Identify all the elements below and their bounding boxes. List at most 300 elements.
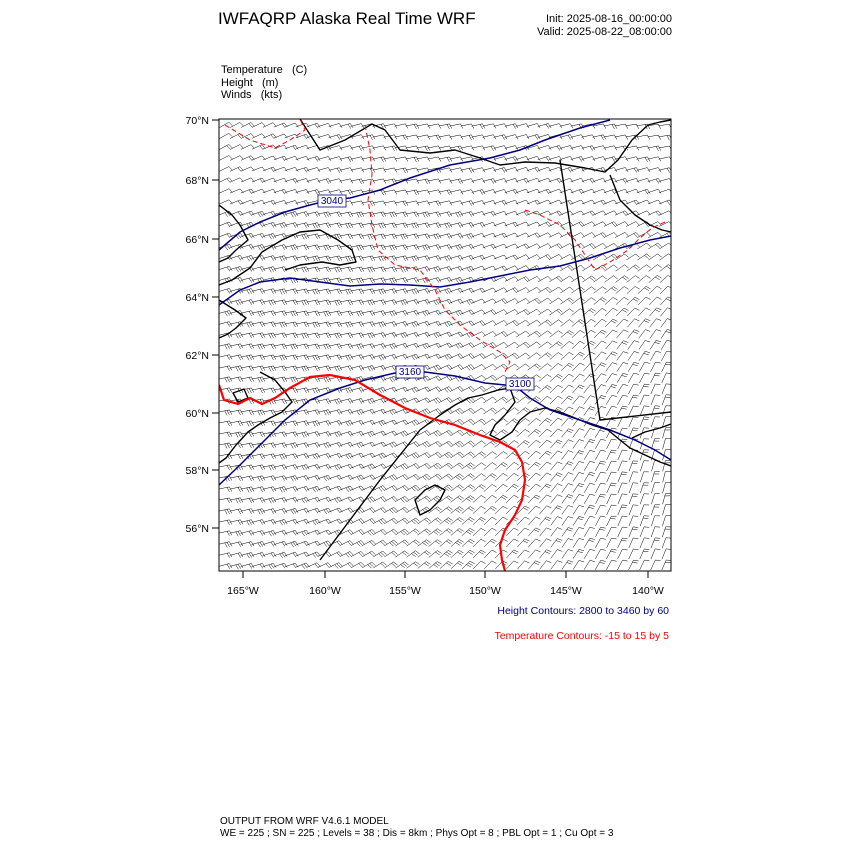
wind-barb — [584, 385, 596, 394]
wind-barb — [428, 452, 441, 458]
wind-barb — [618, 461, 628, 471]
wind-barb — [573, 538, 584, 547]
wind-barb — [539, 396, 552, 403]
wind-barb — [604, 222, 618, 227]
wind-barb — [395, 234, 408, 240]
wind-barb — [549, 233, 563, 238]
wind-barb — [538, 255, 551, 260]
wind-barb — [439, 452, 452, 458]
init-time: Init: 2025-08-16_00:00:00 — [546, 13, 672, 25]
wind-barb — [285, 377, 298, 383]
wind-barb — [571, 265, 584, 271]
wind-barb — [318, 311, 331, 317]
wind-barb — [252, 167, 266, 171]
wind-barb — [263, 465, 276, 471]
wind-barb — [439, 441, 452, 447]
wind-barb — [651, 494, 659, 505]
wind-barb — [638, 286, 651, 293]
wind-barb — [616, 308, 628, 316]
wind-barb — [494, 364, 507, 370]
wind-barb — [461, 386, 474, 391]
height-contours — [219, 120, 671, 485]
wind-barb — [640, 560, 650, 570]
wind-barb — [428, 354, 441, 359]
wind-barb — [483, 310, 497, 315]
wind-barb — [560, 287, 573, 293]
wind-barb — [340, 420, 353, 426]
wind-barb — [606, 560, 617, 570]
wind-barb — [539, 484, 551, 492]
wind-barb — [561, 418, 573, 426]
wind-barb — [606, 363, 618, 372]
wind-barb — [572, 385, 584, 393]
wind-barb — [307, 552, 321, 558]
wind-barb — [450, 310, 463, 316]
wind-barb — [384, 551, 397, 557]
wind-barb — [219, 421, 232, 426]
wind-barb — [439, 332, 452, 337]
wind-barb — [417, 212, 430, 218]
wind-barb — [252, 344, 265, 350]
wind-barb — [351, 344, 364, 350]
wind-barb — [651, 527, 660, 537]
wind-barb — [640, 483, 649, 493]
wind-barb — [462, 550, 475, 558]
wind-barb — [572, 352, 584, 360]
wind-barb — [252, 311, 265, 317]
wind-barb — [629, 494, 638, 504]
wind-barb — [285, 145, 299, 150]
wind-barb — [594, 308, 607, 315]
wind-barb — [595, 527, 605, 537]
wind-barb — [540, 528, 552, 536]
wind-barb — [362, 267, 375, 273]
wind-barb — [649, 275, 662, 282]
wind-barb — [495, 495, 508, 502]
wind-barb — [528, 440, 541, 447]
wind-barb — [650, 319, 662, 328]
wind-barb — [285, 245, 298, 251]
wind-barb — [362, 300, 375, 306]
wind-barb — [428, 398, 442, 404]
wind-barb — [406, 223, 419, 229]
wind-barb — [540, 517, 552, 525]
wind-barb — [573, 461, 584, 470]
wind-barb — [527, 331, 540, 337]
wind-barb — [561, 331, 574, 338]
wind-barb — [562, 484, 573, 493]
wind-barb — [362, 464, 376, 470]
wind-barb — [351, 475, 365, 481]
wind-barb — [550, 385, 563, 393]
wind-barb — [472, 288, 485, 293]
wind-barb — [551, 484, 563, 493]
wind-barb — [428, 332, 442, 338]
wind-barb — [472, 332, 486, 337]
temperature-contour-legend: Temperature Contours: -15 to 15 by 5 — [494, 630, 669, 642]
wind-barb — [528, 462, 540, 470]
wind-barb — [340, 475, 354, 480]
wind-barb — [662, 362, 672, 372]
wind-barb — [584, 549, 595, 558]
wind-barb — [506, 473, 519, 480]
wind-barb — [539, 418, 552, 426]
wind-barb — [561, 320, 574, 327]
wind-barb — [652, 461, 660, 472]
wind-barb — [627, 319, 639, 327]
wind-barb — [595, 549, 606, 559]
wind-barb — [506, 528, 518, 536]
wind-barb — [307, 289, 320, 295]
wind-barb — [219, 156, 232, 161]
wind-barb — [329, 366, 342, 372]
wind-barb — [617, 341, 629, 350]
wind-barb — [662, 373, 672, 383]
wind-barb — [538, 244, 552, 249]
wind-barb — [362, 519, 375, 524]
wind-barb — [549, 276, 562, 282]
wind-barb — [362, 442, 376, 447]
wind-barb — [219, 144, 232, 149]
wind-barb — [483, 375, 496, 381]
wind-barb — [340, 223, 353, 229]
wind-barb — [351, 519, 365, 524]
wind-barb — [527, 298, 540, 303]
wind-barb — [252, 233, 266, 238]
wind-barb — [539, 506, 551, 514]
lat-tick-label: 56°N — [185, 523, 209, 535]
wind-barb — [649, 265, 662, 272]
wind-barb — [527, 222, 541, 226]
wind-barb — [417, 343, 431, 349]
wind-barb — [595, 560, 606, 570]
wind-barb — [461, 408, 474, 414]
lon-tick-label: 165°W — [227, 585, 259, 597]
wind-barb — [384, 409, 398, 415]
wind-barb — [617, 362, 628, 371]
wind-barb — [307, 256, 320, 262]
temperature-contour-solid — [219, 375, 525, 571]
wind-barb — [307, 156, 320, 161]
wind-barb — [451, 529, 464, 536]
wind-barb — [629, 461, 638, 471]
wind-barb — [373, 453, 387, 459]
wind-barb — [573, 451, 584, 460]
wind-barb — [538, 189, 552, 194]
wind-barb — [582, 222, 595, 227]
lon-tick-label: 145°W — [550, 585, 582, 597]
wind-barb — [219, 233, 232, 238]
wind-barb — [472, 354, 485, 359]
wind-barb — [617, 352, 628, 361]
wind-barb — [318, 475, 331, 481]
wind-barb — [219, 443, 232, 449]
wind-barb — [274, 355, 287, 361]
wind-barb — [571, 233, 584, 238]
wind-barb — [307, 519, 321, 525]
wind-barb — [384, 376, 397, 382]
wind-barb — [562, 495, 573, 504]
wind-barb — [616, 276, 629, 283]
wind-barb — [263, 123, 276, 128]
wind-barb — [351, 311, 364, 317]
wind-barb — [617, 395, 628, 405]
model-config: WE = 225 ; SN = 225 ; Levels = 38 ; Dis = 8km ; Phys Opt = 8 ; PBL Opt = 1 ; Cu Opt = 3 — [220, 827, 614, 839]
wind-barb — [505, 309, 518, 314]
wind-barb — [549, 146, 562, 151]
wind-barb — [483, 299, 496, 303]
lat-tick-label: 60°N — [185, 408, 209, 420]
wind-barb — [605, 341, 617, 349]
wind-barb — [628, 351, 639, 360]
wind-barb — [629, 527, 638, 537]
wind-barb — [506, 550, 518, 558]
wind-barb — [561, 363, 574, 371]
wind-barb — [550, 374, 563, 381]
wind-barb — [551, 517, 563, 526]
wind-barb — [629, 549, 639, 559]
wind-barb — [606, 384, 617, 393]
wind-barb — [595, 450, 606, 460]
wind-barb — [219, 189, 232, 194]
wind-barb — [629, 483, 638, 493]
wind-barb — [472, 386, 485, 392]
wind-barb — [429, 551, 442, 558]
wind-barb — [439, 463, 452, 469]
wind-barb — [582, 233, 595, 238]
wind-barb — [595, 428, 606, 437]
wind-barb — [549, 244, 562, 249]
wind-barb — [550, 451, 562, 459]
wind-barb — [517, 429, 530, 436]
wind-barb — [562, 473, 574, 482]
wind-barb — [384, 245, 397, 251]
wind-barb — [285, 508, 298, 514]
wind-barb — [584, 505, 595, 515]
wind-barb — [584, 407, 595, 416]
wind-barb — [318, 344, 331, 350]
wind-barb — [560, 244, 573, 249]
wind-barb — [539, 495, 551, 503]
wind-barb — [617, 373, 628, 382]
wind-barb — [594, 352, 606, 360]
wind-barb — [605, 297, 618, 304]
wind-barb — [285, 178, 299, 183]
wind-barb — [582, 265, 595, 271]
wind-barb — [562, 451, 574, 460]
wind-barb — [263, 167, 277, 172]
wind-barb — [627, 276, 640, 283]
wind-barb — [484, 474, 497, 481]
wind-barb — [373, 223, 386, 229]
wind-barb — [650, 330, 661, 339]
wind-barb — [617, 560, 627, 570]
wind-barb — [439, 354, 453, 360]
wind-barb — [562, 539, 573, 548]
wind-barb — [406, 420, 419, 426]
wind-barb — [517, 397, 530, 404]
wind-barb — [659, 211, 672, 215]
wind-barb — [615, 222, 629, 227]
wind-barb — [439, 376, 452, 381]
wind-barb — [351, 530, 364, 535]
wind-barb — [494, 331, 507, 336]
wind-barb — [539, 462, 551, 470]
wind-barb — [516, 255, 529, 260]
wind-barb — [230, 122, 243, 127]
wind-barb — [517, 517, 529, 525]
wind-barb — [484, 495, 497, 502]
wind-barb — [629, 417, 639, 427]
wind-barb — [604, 233, 617, 238]
wind-barb — [440, 550, 453, 557]
wind-barb — [230, 333, 243, 339]
wind-barb — [662, 395, 671, 405]
wind-barb — [373, 529, 386, 534]
wind-barb — [551, 462, 563, 470]
wind-barb — [562, 517, 573, 526]
wind-barb — [450, 277, 463, 283]
wind-barb — [618, 417, 628, 427]
wind-barb — [638, 297, 650, 305]
wind-barb — [651, 538, 660, 548]
wind-barb — [373, 540, 386, 546]
wind-barb — [637, 243, 650, 249]
wind-barb — [584, 538, 595, 547]
wind-barb — [595, 385, 606, 394]
wind-barb — [329, 333, 342, 339]
model-info — [220, 816, 613, 839]
wind-barb — [528, 539, 540, 547]
wind-barb — [573, 505, 584, 514]
wind-barb — [573, 516, 584, 525]
wind-barb — [550, 418, 562, 426]
wind-barb — [296, 167, 310, 172]
wind-barb — [538, 211, 552, 215]
wind-barb — [629, 560, 639, 570]
wind-barb — [596, 494, 606, 504]
wind-barb — [629, 406, 639, 416]
wind-barb — [640, 538, 649, 548]
wind-barb — [573, 549, 584, 558]
wind-barb — [639, 351, 650, 360]
wind-barb — [594, 298, 607, 305]
wind-barb — [528, 418, 541, 425]
wind-barb — [362, 540, 375, 545]
wind-barb — [252, 134, 265, 139]
wind-barb — [637, 211, 650, 215]
wind-barb — [418, 551, 431, 558]
wind-barb — [616, 287, 629, 294]
wind-barb — [384, 496, 397, 501]
wind-barb — [595, 374, 607, 383]
wind-barb — [528, 495, 540, 503]
wind-barb — [473, 539, 486, 547]
wind-barb — [230, 255, 243, 260]
wind-barb — [373, 508, 386, 513]
wind-barb — [629, 395, 639, 405]
wind-barb — [428, 474, 441, 480]
model-version: OUTPUT FROM WRF V4.6.1 MODEL — [220, 816, 389, 827]
wind-barb — [607, 538, 617, 548]
wind-barb — [640, 527, 649, 537]
wind-barb — [241, 421, 254, 427]
longitude-ticks — [227, 571, 664, 597]
wind-barb — [241, 178, 255, 182]
wind-barb — [263, 366, 276, 372]
wind-barb — [461, 419, 474, 425]
wind-barb — [640, 549, 650, 559]
wind-barb — [440, 529, 453, 536]
wind-barb — [596, 505, 606, 515]
wind-barb — [663, 505, 671, 516]
wind-barb — [560, 211, 574, 215]
wind-barb — [428, 299, 441, 305]
wind-barb — [637, 189, 650, 194]
wind-barb — [583, 363, 595, 371]
wind-barb — [506, 539, 518, 547]
wind-barb — [473, 550, 485, 558]
wind-barb — [661, 329, 672, 338]
wind-barb — [395, 431, 408, 437]
wind-barb — [406, 474, 419, 479]
wind-barb — [528, 451, 541, 459]
wind-barb — [582, 243, 595, 248]
wind-barb — [450, 343, 464, 349]
field-temperature: Temperature (C) — [221, 64, 308, 76]
wind-barb — [540, 561, 552, 570]
wind-barb — [505, 342, 518, 348]
wind-barb — [573, 560, 584, 569]
wind-barb — [219, 288, 232, 293]
wind-barb — [640, 472, 649, 482]
wind-barb — [428, 365, 442, 371]
wind-barb — [318, 519, 331, 524]
valid-time: Valid: 2025-08-22_08:00:00 — [537, 26, 672, 38]
wind-barb — [318, 508, 332, 514]
wind-barb — [651, 384, 661, 394]
wind-barb — [473, 506, 486, 513]
wind-barb — [560, 254, 573, 259]
wind-barb — [472, 343, 485, 348]
wind-barb — [473, 495, 486, 502]
wind-barb — [550, 440, 562, 448]
wind-barb — [230, 156, 244, 161]
wind-barb — [604, 254, 617, 260]
wind-barb — [274, 454, 287, 460]
wind-barb — [571, 157, 584, 162]
wind-barb — [484, 484, 497, 491]
wind-barb — [584, 483, 595, 493]
wind-barb — [573, 483, 584, 492]
wind-barb — [538, 309, 551, 315]
wind-barb — [451, 539, 464, 546]
wind-barb — [594, 341, 606, 349]
wind-barb — [395, 485, 408, 490]
wind-barb — [573, 472, 584, 481]
wind-barb — [406, 463, 419, 468]
wind-barb — [549, 298, 562, 304]
wind-barb — [384, 518, 397, 524]
wind-barb — [618, 516, 628, 526]
wind-barb — [651, 549, 660, 559]
wind-barb — [473, 528, 486, 535]
wind-barb — [528, 473, 540, 481]
wind-barb — [417, 452, 430, 457]
wind-barb — [384, 529, 397, 535]
wind-barb — [606, 374, 617, 383]
wind-barb — [626, 222, 639, 227]
